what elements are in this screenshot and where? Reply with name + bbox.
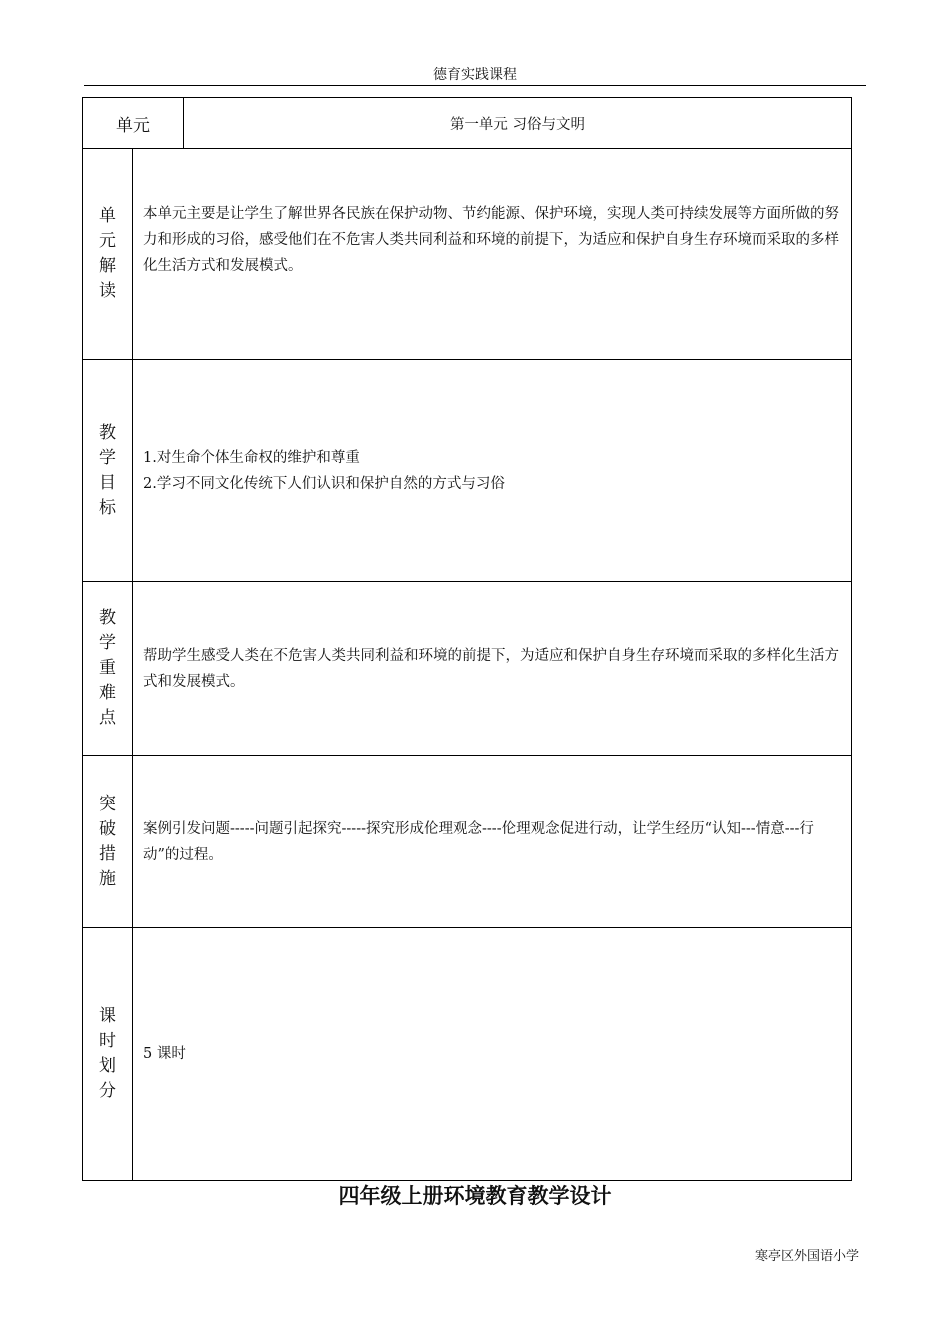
unit-value: 第一单元 习俗与文明 (449, 116, 586, 133)
school-name: 寒亭区外国语小学 (754, 1249, 859, 1264)
breakthrough-measures-text: 案例引发问题-----问题引起探究-----探究形成伦理观念----伦理观念促进行动，让学生经历“认知---情意---行动”的过程。 (143, 820, 814, 863)
key-points-label: 教学重难点 (99, 608, 116, 728)
teaching-goals-text: 1.对生命个体生命权的维护和尊重 2.学习不同文化传统下人们认识和保护自然的方式与习俗 (143, 449, 505, 492)
document-title: 四年级上册环境教育教学设计 (338, 1183, 612, 1208)
unit-interpretation-row (83, 148, 851, 359)
key-points-row (83, 581, 851, 755)
header-course-name: 德育实践课程 (433, 67, 517, 83)
class-hours-label: 课时划分 (99, 1006, 116, 1101)
key-points-text: 帮助学生感受人类在不危害人类共同利益和环境的前提下，为适应和保护自身生存环境而采取的多样化生活方式和发展模式。 (143, 647, 839, 690)
header-rule (84, 85, 866, 86)
breakthrough-measures-row (83, 755, 851, 927)
breakthrough-measures-label: 突破措施 (99, 793, 116, 889)
unit-interpretation-label: 单元解读 (99, 206, 116, 301)
unit-interpretation-text: 本单元主要是让学生了解世界各民族在保护动物、节约能源、保护环境，实现人类可持续发展等方面所做的努力和形成的习俗，感受他们在不危害人类共同利益和环境的前提下，为适应和保护自身生存环境而采取的多样化生活方式和发展模式。 (143, 206, 839, 274)
class-hours-row (83, 927, 851, 1180)
unit-label: 单元 (83, 98, 184, 148)
class-hours-text: 5 课时 (143, 1046, 186, 1062)
lesson-plan-table (82, 97, 852, 1181)
teaching-goals-label: 教学目标 (99, 422, 116, 518)
unit-row (83, 98, 851, 148)
teaching-goals-row (83, 359, 851, 581)
